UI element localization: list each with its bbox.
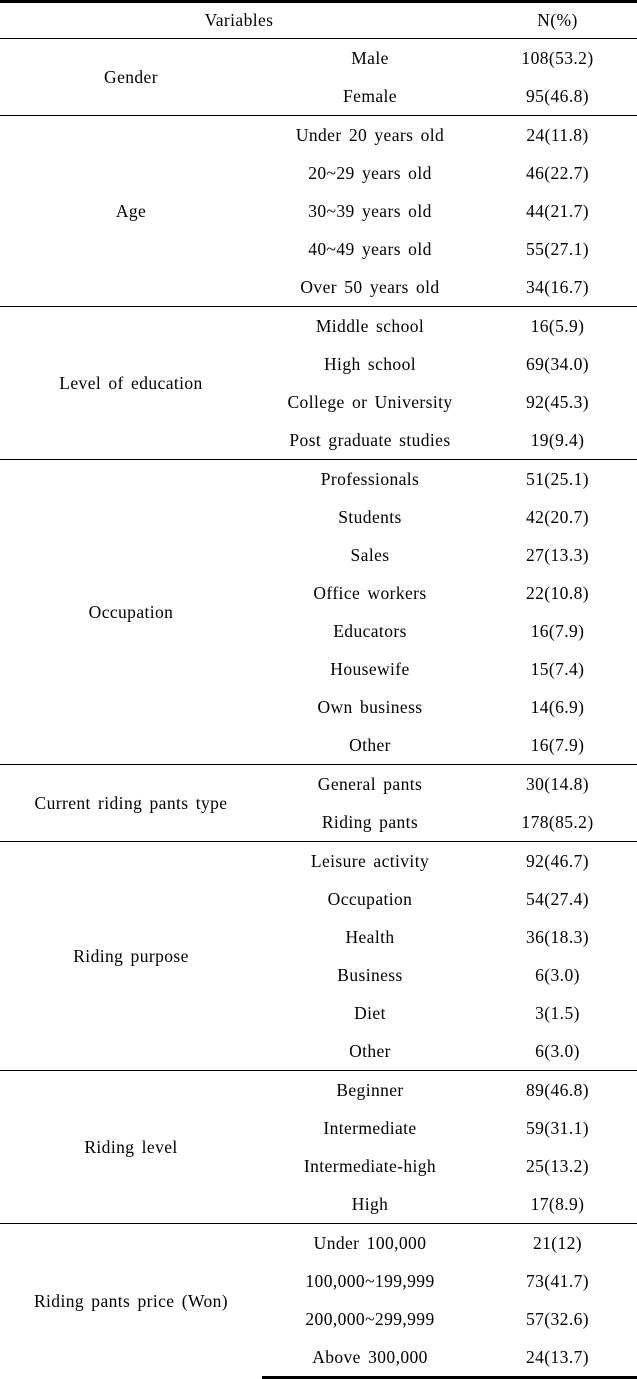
value-cell: 3(1.5)	[535, 1003, 580, 1023]
value-cell: 16(5.9)	[478, 307, 637, 346]
category-cell: General pants	[262, 765, 478, 804]
category-cell: Male	[262, 39, 478, 78]
table-row	[0, 460, 637, 499]
category-cell: Intermediate	[323, 1118, 417, 1138]
category-cell: High	[351, 1194, 389, 1214]
variable-name-cell: Riding pants price (Won)	[0, 1224, 262, 1378]
category-cell: Occupation	[327, 889, 413, 909]
value-cell: 21(12)	[478, 1224, 637, 1263]
value-cell: 42(20.7)	[526, 507, 589, 527]
category-cell: Riding pants	[321, 812, 419, 832]
value-cell: 44(21.7)	[526, 201, 589, 221]
value-cell: 6(3.0)	[535, 965, 580, 985]
value-cell: 19(9.4)	[530, 430, 585, 450]
category-cell: Diet	[354, 1003, 386, 1023]
category-cell: Middle school	[262, 307, 478, 346]
category-cell: Under 100,000	[262, 1224, 478, 1263]
category-cell: 40~49 years old	[308, 239, 432, 259]
table-body	[0, 39, 637, 1378]
category-cell: Over 50 years old	[300, 277, 440, 297]
category-cell: 100,000~199,999	[305, 1271, 435, 1291]
category-cell: College or University	[287, 392, 453, 412]
value-cell: 15(7.4)	[530, 659, 585, 679]
variable-name-cell: Occupation	[0, 460, 262, 765]
table-row	[0, 307, 637, 346]
value-cell: 92(45.3)	[526, 392, 589, 412]
variable-name-cell: Riding level	[0, 1071, 262, 1224]
value-cell: 55(27.1)	[526, 239, 589, 259]
value-cell: 24(13.7)	[478, 1338, 637, 1378]
value-cell: 34(16.7)	[526, 277, 589, 297]
category-cell: Housewife	[330, 659, 410, 679]
value-cell: 6(3.0)	[535, 1041, 580, 1061]
category-cell: Post graduate studies	[289, 430, 451, 450]
category-cell: Health	[345, 927, 395, 947]
category-cell: High school	[324, 354, 416, 374]
value-cell: 24(11.8)	[478, 116, 637, 155]
table-header-row	[0, 2, 637, 39]
category-cell: Other	[349, 735, 391, 755]
column-header-variables: Variables	[0, 2, 478, 39]
variable-name-cell: Age	[0, 116, 262, 307]
value-cell: 59(31.1)	[526, 1118, 589, 1138]
value-cell: 46(22.7)	[526, 163, 589, 183]
category-cell: Sales	[350, 545, 390, 565]
category-cell: 20~29 years old	[308, 163, 432, 183]
table-row	[0, 765, 637, 804]
value-cell: 16(7.9)	[530, 621, 585, 641]
category-cell: Beginner	[262, 1071, 478, 1110]
value-cell: 73(41.7)	[526, 1271, 589, 1291]
category-cell: 30~39 years old	[308, 201, 432, 221]
value-cell: 95(46.8)	[526, 86, 589, 106]
table-row	[0, 842, 637, 881]
category-cell: Business	[337, 965, 403, 985]
variable-name-cell: Gender	[0, 39, 262, 116]
table-row	[0, 1224, 637, 1263]
category-cell: Leisure activity	[262, 842, 478, 881]
value-cell: 30(14.8)	[478, 765, 637, 804]
category-cell: Educators	[333, 621, 407, 641]
value-cell: 14(6.9)	[530, 697, 585, 717]
category-cell: Intermediate-high	[303, 1156, 437, 1176]
table-row	[0, 116, 637, 155]
value-cell: 25(13.2)	[526, 1156, 589, 1176]
value-cell: 51(25.1)	[478, 460, 637, 499]
value-cell: 17(8.9)	[530, 1194, 585, 1214]
value-cell: 178(85.2)	[521, 812, 594, 832]
value-cell: 54(27.4)	[526, 889, 589, 909]
variable-name-cell: Riding purpose	[0, 842, 262, 1071]
variable-name-cell: Level of education	[0, 307, 262, 460]
category-cell: Under 20 years old	[262, 116, 478, 155]
category-cell: Office workers	[313, 583, 427, 603]
value-cell: 92(46.7)	[478, 842, 637, 881]
value-cell: 57(32.6)	[526, 1309, 589, 1329]
value-cell: 69(34.0)	[526, 354, 589, 374]
table-head	[0, 2, 637, 39]
value-cell: 89(46.8)	[478, 1071, 637, 1110]
category-cell: 200,000~299,999	[305, 1309, 435, 1329]
variable-name-cell: Current riding pants type	[0, 765, 262, 842]
category-cell: Own business	[317, 697, 423, 717]
table-row	[0, 1071, 637, 1110]
value-cell: 16(7.9)	[530, 735, 585, 755]
category-cell: Students	[338, 507, 402, 527]
value-cell: 108(53.2)	[478, 39, 637, 78]
category-cell: Other	[349, 1041, 391, 1061]
column-header-n-percent: N(%)	[478, 2, 637, 39]
table-row	[0, 39, 637, 78]
category-cell: Professionals	[262, 460, 478, 499]
value-cell: 36(18.3)	[526, 927, 589, 947]
value-cell: 27(13.3)	[526, 545, 589, 565]
category-cell: Female	[343, 86, 397, 106]
value-cell: 22(10.8)	[526, 583, 589, 603]
category-cell: Above 300,000	[262, 1338, 478, 1378]
